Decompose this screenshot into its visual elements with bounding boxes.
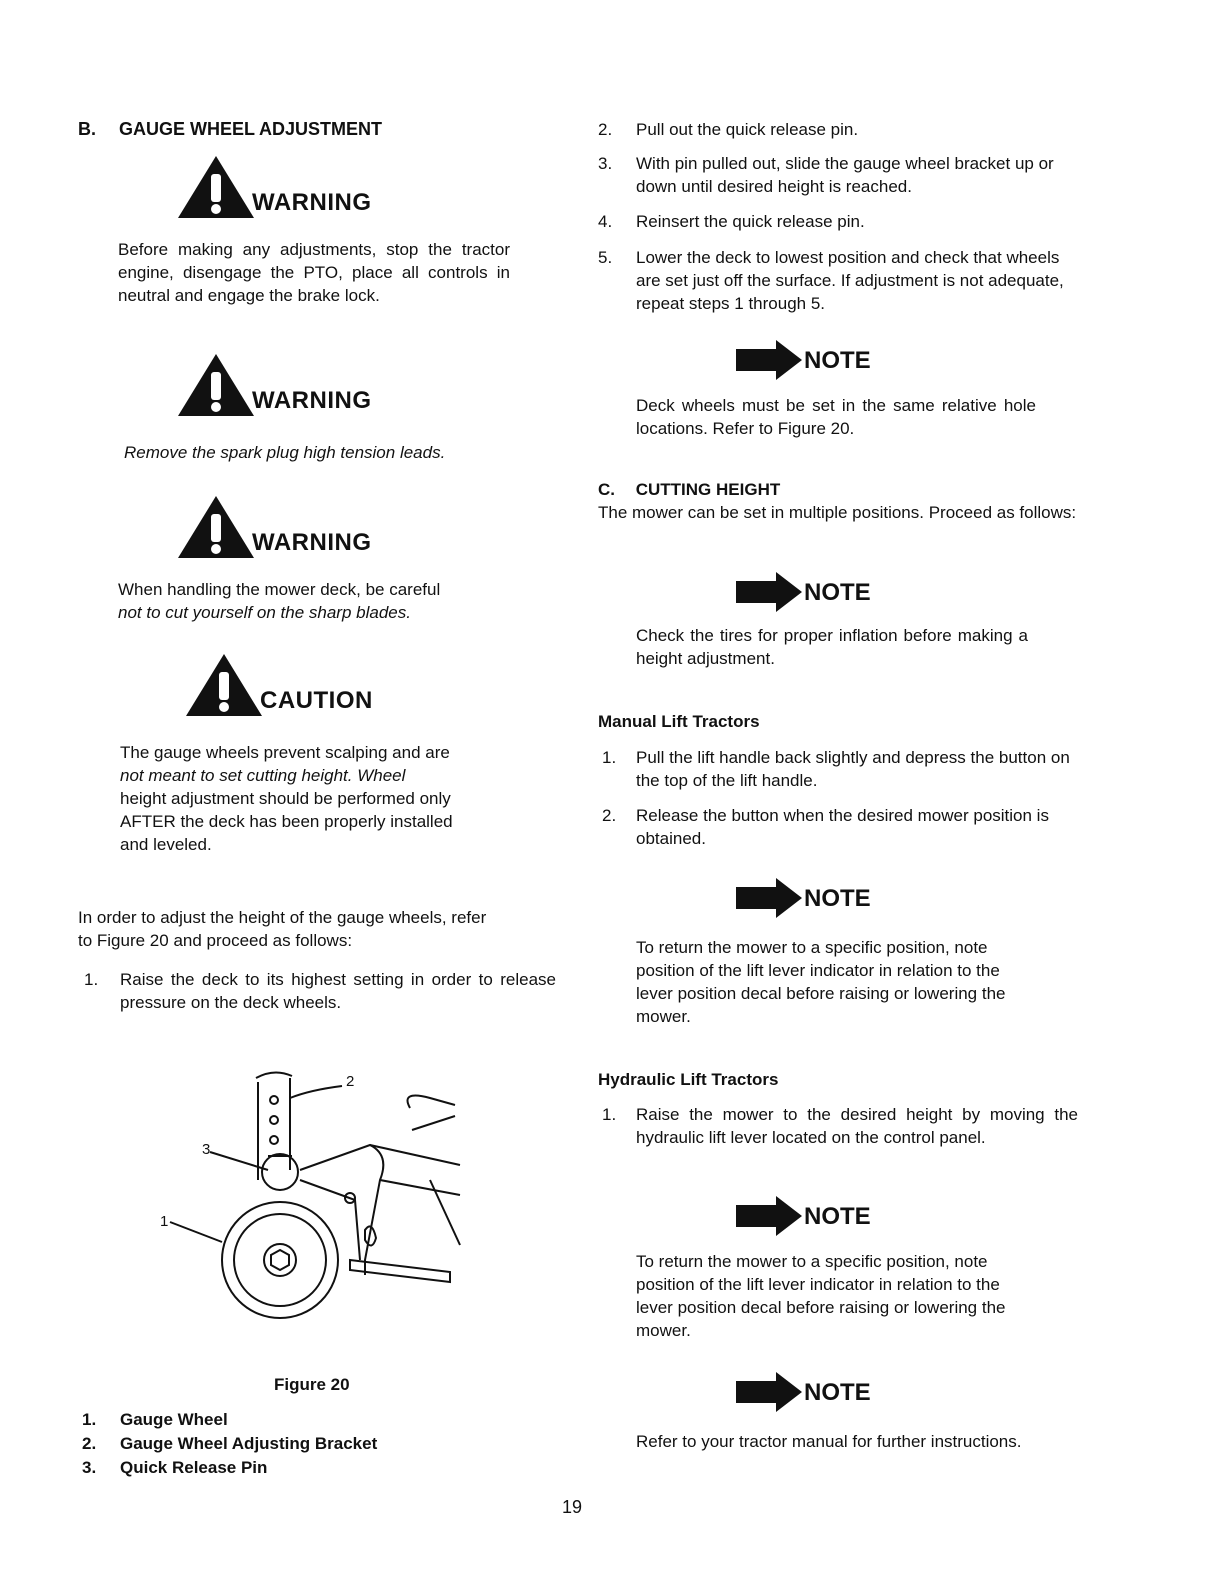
step-number: 1. [602,1105,617,1124]
warning-triangle-icon [176,494,256,560]
warning-3-text-line1: When handling the mower deck, be careful [118,580,441,599]
caution-line: The gauge wheels prevent scalping and are [120,743,450,762]
warning-3-header [176,494,372,560]
warning-1-label: WARNING [252,189,372,216]
step-text: Reinsert the quick release pin. [636,212,865,231]
note-5-header [736,1372,871,1412]
arrow-right-icon [736,1372,802,1412]
warning-triangle-icon [176,352,256,418]
hydraulic-lift-title: Hydraulic Lift Tractors [598,1070,779,1089]
note-5-label: NOTE [804,1378,871,1406]
caution-line: not meant to set cutting height. Wheel [120,766,406,785]
legend-label: Gauge Wheel [120,1410,228,1429]
caution-line: and leveled. [120,835,212,854]
step-text: Raise the deck to its highest setting in order to release pressure on the deck wheels. [120,970,556,1012]
warning-1-text: Before making any adjustments, stop the tractor engine, disengage the PTO, place all controls in neutral and engage the brake lock. [118,240,510,305]
note-3-label: NOTE [804,884,871,912]
note-1-label: NOTE [804,346,871,374]
step-number: 2. [602,806,617,825]
legend-number: 3. [82,1458,97,1477]
arrow-right-icon [736,340,802,380]
step-text: With pin pulled out, slide the gauge wheel bracket up or down until desired height is reached. [636,154,1054,196]
intro-text [78,906,568,952]
page-number: 19 [562,1497,583,1517]
caution-triangle-icon [184,652,264,718]
step-number: 1. [84,970,99,989]
caution-line: height adjustment should be performed only [120,789,451,808]
warning-2-text: Remove the spark plug high tension leads. [124,443,446,462]
note-4-label: NOTE [804,1202,871,1230]
note-2-header [736,572,871,612]
figure-caption: Figure 20 [274,1375,350,1394]
legend-label: Quick Release Pin [120,1458,268,1477]
step-number: 1. [602,748,617,767]
note-3-text: To return the mower to a specific position, note position of the lift lever indicator in relation to the lever position decal before raising or lowering the mower. [636,938,1006,1026]
arrow-right-icon [736,1196,802,1236]
note-3-header [736,878,871,918]
warning-2-header [176,352,372,418]
section-c-title: CUTTING HEIGHT [635,480,781,499]
note-4-text: To return the mower to a specific position, note position of the lift lever indicator in relation to the lever position decal before raising or lowering the mower. [636,1252,1006,1340]
step-number: 2. [598,120,613,139]
warning-1-header [176,154,372,220]
figure-20-illustration [150,1060,480,1360]
note-4-header [736,1196,871,1236]
step-text: Lower the deck to lowest position and check that wheels are set just off the surface. If adjustment is not adequate, repeat steps 1 through 5. [636,248,1064,313]
warning-triangle-icon [176,154,256,220]
note-2-text: Check the tires for proper inflation before making a height adjustment. [636,626,1028,668]
note-1-header [736,340,871,380]
step-text: Release the button when the desired mower position is obtained. [636,806,1049,848]
caution-text [120,741,520,856]
warning-3-label: WARNING [252,529,372,556]
warning-2-label: WARNING [252,387,372,414]
step-number: 4. [598,212,613,231]
legend-label: Gauge Wheel Adjusting Bracket [120,1434,378,1453]
note-1-text: Deck wheels must be set in the same relative hole locations. Refer to Figure 20. [636,396,1036,438]
caution-line: AFTER the deck has been properly installed [120,812,453,831]
section-b-title: GAUGE WHEEL ADJUSTMENT [119,119,383,139]
arrow-right-icon [736,572,802,612]
legend-number: 1. [82,1410,97,1429]
legend-number: 2. [82,1434,97,1453]
section-c-text: The mower can be set in multiple positions. Proceed as follows: [598,503,1077,522]
callout-number: 3 [202,1141,211,1158]
callout-number: 2 [346,1073,355,1090]
section-b-letter: B. [78,119,96,139]
section-c-heading [598,478,780,501]
warning-3-text-line2: not to cut yourself on the sharp blades. [118,603,411,622]
callout-number: 1 [160,1213,169,1230]
caution-header [184,652,373,718]
note-2-label: NOTE [804,578,871,606]
section-b-heading [78,118,382,141]
intro-line: In order to adjust the height of the gauge wheels, refer [78,908,487,927]
manual-lift-title: Manual Lift Tractors [598,712,760,731]
intro-line: to Figure 20 and proceed as follows: [78,931,353,950]
caution-label: CAUTION [260,687,373,714]
step-number: 3. [598,154,613,173]
step-text: Pull the lift handle back slightly and depress the button on the top of the lift handle. [636,748,1070,790]
note-5-text: Refer to your tractor manual for further instructions. [636,1432,1022,1451]
arrow-right-icon [736,878,802,918]
section-c-letter: C. [598,480,615,499]
step-number: 5. [598,248,613,267]
step-text: Raise the mower to the desired height by moving the hydraulic lift lever located on the control panel. [636,1105,1078,1147]
step-text: Pull out the quick release pin. [636,120,859,139]
